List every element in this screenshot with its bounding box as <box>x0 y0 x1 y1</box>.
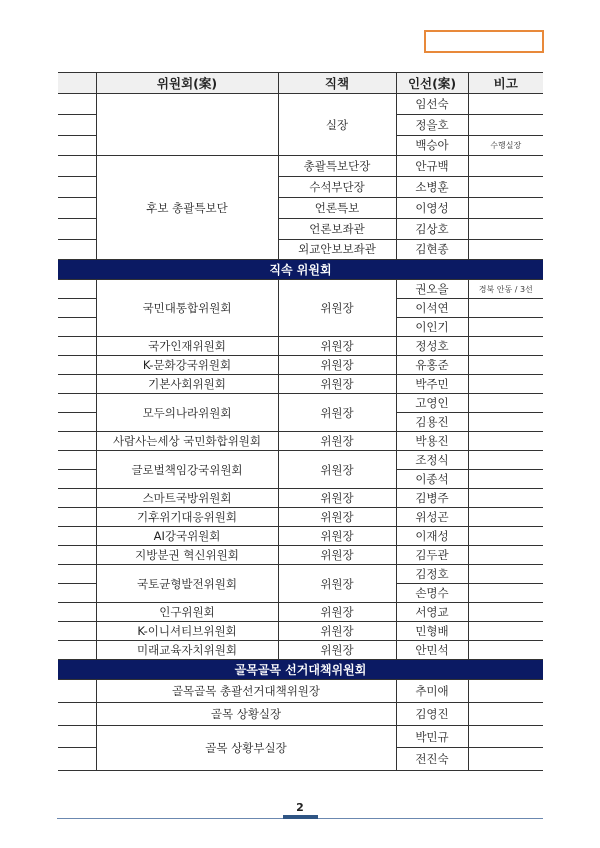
row-blank-cell <box>58 432 96 451</box>
header-note: 비고 <box>468 73 543 94</box>
section-title: 골목골목 선거대책위원회 <box>58 660 543 680</box>
row-blank-cell <box>58 299 96 318</box>
name-cell: 김용진 <box>396 413 468 432</box>
row-blank-cell <box>58 239 96 260</box>
note-cell <box>468 470 543 489</box>
role-cell: 언론보좌관 <box>278 218 396 239</box>
note-cell <box>468 394 543 413</box>
note-cell <box>468 94 543 115</box>
row-blank-cell <box>58 622 96 641</box>
row-blank-cell <box>58 451 96 470</box>
committee-table <box>58 72 543 771</box>
role-cell: 위원장 <box>278 432 396 451</box>
note-cell <box>468 177 543 198</box>
role-cell: 위원장 <box>278 508 396 527</box>
role-cell: 위원장 <box>278 280 396 337</box>
note-cell <box>468 318 543 337</box>
table-row <box>58 725 543 748</box>
name-cell: 전진숙 <box>396 748 468 771</box>
row-blank-cell <box>58 527 96 546</box>
role-cell: 언론특보 <box>278 197 396 218</box>
committee-cell: 국가인재위원회 <box>96 337 278 356</box>
name-cell: 김두관 <box>396 546 468 565</box>
name-cell: 이영성 <box>396 197 468 218</box>
committee-cell: 미래교육자치위원회 <box>96 641 278 660</box>
committee-cell: 골목 상황실장 <box>96 703 396 726</box>
row-blank-cell <box>58 394 96 413</box>
committee-cell: 기후위기대응위원회 <box>96 508 278 527</box>
role-cell: 위원장 <box>278 622 396 641</box>
name-cell: 이종석 <box>396 470 468 489</box>
row-blank-cell <box>58 748 96 771</box>
committee-cell: 지방분권 혁신위원회 <box>96 546 278 565</box>
table-row <box>58 337 543 356</box>
row-blank-cell <box>58 356 96 375</box>
name-cell: 손명수 <box>396 584 468 603</box>
name-cell: 소병훈 <box>396 177 468 198</box>
role-cell: 위원장 <box>278 641 396 660</box>
row-blank-cell <box>58 565 96 584</box>
row-blank-cell <box>58 603 96 622</box>
committee-cell: 인구위원회 <box>96 603 278 622</box>
row-blank-cell <box>58 413 96 432</box>
note-cell <box>468 725 543 748</box>
page-number: 2 <box>296 801 304 814</box>
table-row <box>58 641 543 660</box>
note-cell <box>468 546 543 565</box>
role-cell: 위원장 <box>278 603 396 622</box>
role-cell: 외교안보보좌관 <box>278 239 396 260</box>
note-cell <box>468 584 543 603</box>
table-row <box>58 156 543 177</box>
row-blank-cell <box>58 337 96 356</box>
name-cell: 백승아 <box>396 135 468 156</box>
role-cell: 위원장 <box>278 451 396 489</box>
table-row <box>58 680 543 703</box>
note-cell <box>468 451 543 470</box>
role-cell: 위원장 <box>278 546 396 565</box>
committee-cell: K-이니셔티브위원회 <box>96 622 278 641</box>
section-title: 직속 위원회 <box>58 260 543 280</box>
committee-cell: 골목골목 총괄선거대책위원장 <box>96 680 396 703</box>
note-cell: 수행실장 <box>468 135 543 156</box>
row-blank-cell <box>58 197 96 218</box>
row-blank-cell <box>58 680 96 703</box>
row-blank-cell <box>58 546 96 565</box>
header-name: 인선(案) <box>396 73 468 94</box>
row-blank-cell <box>58 375 96 394</box>
footer-tab-marker <box>283 815 318 819</box>
name-cell: 김상호 <box>396 218 468 239</box>
committee-cell: 모두의나라위원회 <box>96 394 278 432</box>
committee-cell: AI강국위원회 <box>96 527 278 546</box>
row-blank-cell <box>58 114 96 135</box>
name-cell: 권오을 <box>396 280 468 299</box>
name-cell: 정을호 <box>396 114 468 135</box>
name-cell: 이석연 <box>396 299 468 318</box>
note-cell <box>468 489 543 508</box>
table-row <box>58 527 543 546</box>
note-cell <box>468 603 543 622</box>
row-blank-cell <box>58 489 96 508</box>
table-row <box>58 280 543 299</box>
name-cell: 박민규 <box>396 725 468 748</box>
role-cell: 수석부단장 <box>278 177 396 198</box>
row-blank-cell <box>58 508 96 527</box>
note-cell <box>468 356 543 375</box>
name-cell: 위성곤 <box>396 508 468 527</box>
table-row <box>58 451 543 470</box>
table-row <box>58 508 543 527</box>
role-cell: 실장 <box>278 94 396 156</box>
row-blank-cell <box>58 94 96 115</box>
role-cell: 위원장 <box>278 565 396 603</box>
name-cell: 박주민 <box>396 375 468 394</box>
table-row <box>58 432 543 451</box>
name-cell: 정성호 <box>396 337 468 356</box>
note-cell <box>468 156 543 177</box>
name-cell: 박용진 <box>396 432 468 451</box>
note-cell <box>468 413 543 432</box>
row-blank-cell <box>58 725 96 748</box>
note-cell <box>468 432 543 451</box>
committee-cell: 사람사는세상 국민화합위원회 <box>96 432 278 451</box>
note-cell <box>468 703 543 726</box>
name-cell: 김영진 <box>396 703 468 726</box>
note-cell: 경북 안동 / 3선 <box>468 280 543 299</box>
name-cell: 이재성 <box>396 527 468 546</box>
name-cell: 조정식 <box>396 451 468 470</box>
role-cell: 위원장 <box>278 356 396 375</box>
role-cell: 위원장 <box>278 489 396 508</box>
name-cell: 김병주 <box>396 489 468 508</box>
table-row <box>58 546 543 565</box>
name-cell: 이인기 <box>396 318 468 337</box>
note-cell <box>468 114 543 135</box>
note-cell <box>468 299 543 318</box>
committee-cell: 기본사회위원회 <box>96 375 278 394</box>
note-cell <box>468 337 543 356</box>
name-cell: 안규백 <box>396 156 468 177</box>
row-blank-cell <box>58 318 96 337</box>
note-cell <box>468 197 543 218</box>
name-cell: 김현종 <box>396 239 468 260</box>
note-cell <box>468 622 543 641</box>
name-cell: 고영인 <box>396 394 468 413</box>
note-cell <box>468 218 543 239</box>
role-cell: 위원장 <box>278 394 396 432</box>
name-cell: 서영교 <box>396 603 468 622</box>
committee-cell: 국민대통합위원회 <box>96 280 278 337</box>
role-cell: 위원장 <box>278 337 396 356</box>
committee-cell <box>96 94 278 156</box>
row-blank-cell <box>58 156 96 177</box>
row-blank-cell <box>58 135 96 156</box>
name-cell: 김정호 <box>396 565 468 584</box>
role-cell: 위원장 <box>278 527 396 546</box>
table-row <box>58 622 543 641</box>
section-band <box>58 660 543 680</box>
note-cell <box>468 565 543 584</box>
row-blank-cell <box>58 470 96 489</box>
table-row <box>58 603 543 622</box>
committee-cell: 스마트국방위원회 <box>96 489 278 508</box>
table-row <box>58 565 543 584</box>
note-cell <box>468 375 543 394</box>
name-cell: 민형배 <box>396 622 468 641</box>
name-cell: 임선숙 <box>396 94 468 115</box>
table-row <box>58 356 543 375</box>
table-header-row <box>58 73 543 94</box>
note-cell <box>468 239 543 260</box>
table-body <box>58 94 543 771</box>
row-blank-cell <box>58 280 96 299</box>
name-cell: 안민석 <box>396 641 468 660</box>
note-cell <box>468 641 543 660</box>
committee-cell: 글로벌책임강국위원회 <box>96 451 278 489</box>
name-cell: 유홍준 <box>396 356 468 375</box>
note-cell <box>468 527 543 546</box>
note-cell <box>468 748 543 771</box>
table-row <box>58 489 543 508</box>
row-blank-cell <box>58 177 96 198</box>
role-cell: 총괄특보단장 <box>278 156 396 177</box>
row-blank-cell <box>58 703 96 726</box>
note-cell <box>468 680 543 703</box>
table-row <box>58 94 543 115</box>
table-row <box>58 394 543 413</box>
table-row <box>58 703 543 726</box>
row-blank-cell <box>58 218 96 239</box>
table-row <box>58 375 543 394</box>
role-cell: 위원장 <box>278 375 396 394</box>
header-committee: 위원회(案) <box>96 73 278 94</box>
header-role: 직책 <box>278 73 396 94</box>
note-cell <box>468 508 543 527</box>
section-band <box>58 260 543 280</box>
committee-cell: 후보 총괄특보단 <box>96 156 278 260</box>
committee-cell: 국토균형발전위원회 <box>96 565 278 603</box>
committee-cell: 골목 상황부실장 <box>96 725 396 770</box>
name-cell: 추미애 <box>396 680 468 703</box>
orange-label-box <box>424 30 544 53</box>
row-blank-cell <box>58 584 96 603</box>
header-blank <box>58 73 96 94</box>
committee-cell: K-문화강국위원회 <box>96 356 278 375</box>
row-blank-cell <box>58 641 96 660</box>
